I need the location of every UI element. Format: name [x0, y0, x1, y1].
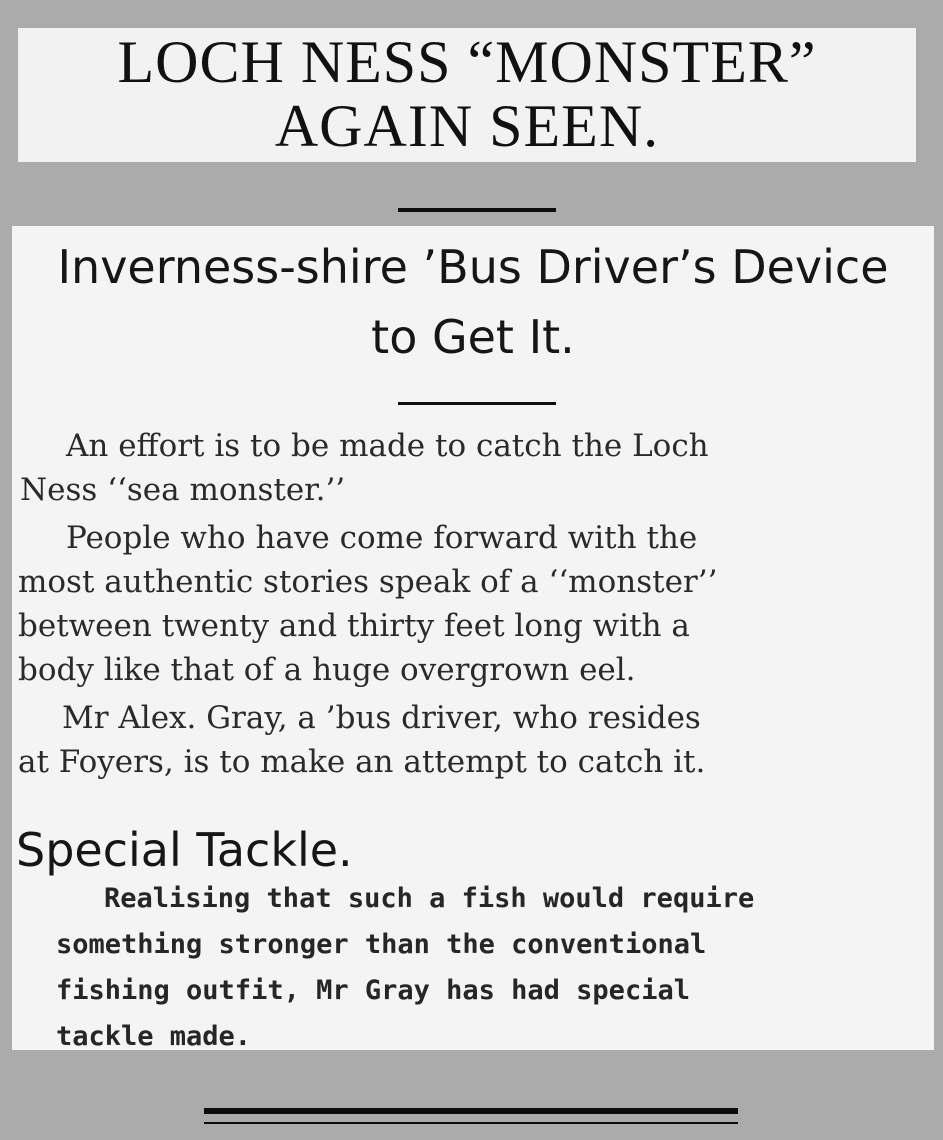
- section-title: Special Tackle.: [16, 823, 353, 877]
- paragraph-3: [18, 696, 932, 784]
- subheadline-line-2: to Get It.: [371, 310, 575, 364]
- paragraph-2-line-4: body like that of a huge overgrown eel.: [18, 652, 636, 688]
- headline-line-1: LOCH NESS “MONSTER”: [117, 29, 817, 95]
- divider-rule-top: [398, 208, 556, 212]
- section-paragraph-line-2: something stronger than the conventional: [56, 929, 707, 960]
- headline: [18, 30, 916, 158]
- divider-rule-bottom-thin: [204, 1122, 738, 1124]
- paragraph-2-line-3: between twenty and thirty feet long with a: [18, 608, 690, 644]
- paragraph-2: [18, 516, 932, 692]
- section-paragraph-line-3: fishing outfit, Mr Gray has had special: [56, 975, 690, 1006]
- subheadline: [12, 232, 934, 372]
- paragraph-1-line-2: Ness ‘‘sea monster.’’: [20, 472, 346, 508]
- paragraph-3-line-2: at Foyers, is to make an attempt to catch it.: [18, 744, 706, 780]
- section-paragraph: [56, 876, 896, 1060]
- paragraph-1-line-1: An effort is to be made to catch the Loch: [66, 428, 709, 464]
- headline-line-2: AGAIN SEEN.: [274, 93, 660, 159]
- paragraph-2-line-2: most authentic stories speak of a ‘‘monster’’: [18, 564, 718, 600]
- paragraph-1: [20, 424, 932, 512]
- section-paragraph-line-1: Realising that such a fish would require: [104, 883, 755, 914]
- paragraph-2-line-1: People who have come forward with the: [66, 520, 698, 556]
- paragraph-3-line-1: Mr Alex. Gray, a ’bus driver, who resides: [62, 700, 701, 736]
- divider-rule-middle: [398, 402, 556, 405]
- subheadline-line-1: Inverness-shire ’Bus Driver’s Device: [57, 240, 889, 294]
- divider-rule-bottom-thick: [204, 1108, 738, 1114]
- section-paragraph-line-4: tackle made.: [56, 1021, 252, 1052]
